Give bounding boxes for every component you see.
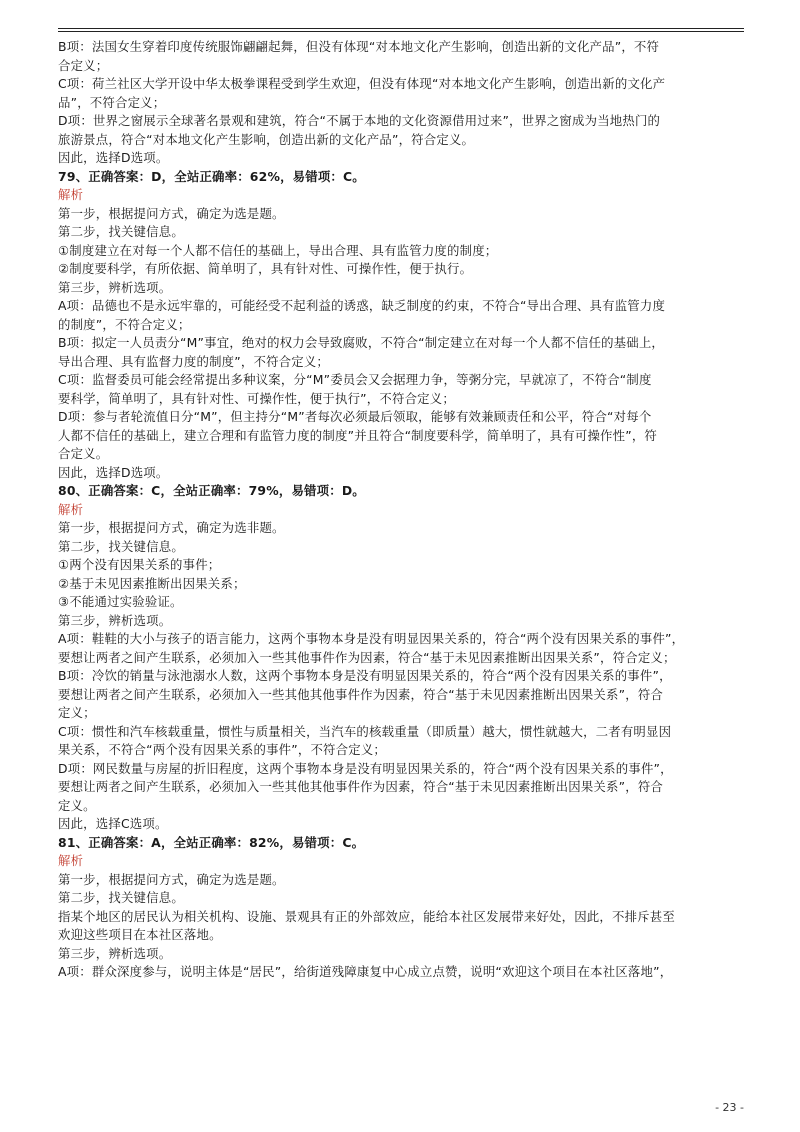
text-line: 要科学，简单明了，具有针对性、可操作性，便于执行”，不符合定义；	[58, 390, 455, 406]
text-line: 定义；	[58, 705, 96, 720]
text-line: ③不能通过实验验证。	[58, 594, 183, 609]
text-line: 第二步，找关键信息。	[58, 538, 184, 554]
text-line: 合定义；	[58, 57, 109, 73]
text-line: 第三步，辨析选项。	[58, 279, 172, 295]
text-line: 要想让两者之间产生联系，必须加入一些其他其他事件作为因素，符合“基于未见因素推断出因果关系”，符合	[58, 686, 663, 702]
text-line: 第一步，根据提问方式，确定为选非题。	[58, 520, 285, 535]
text-line: B项：冷饮的销量与泳池溺水人数，这两个事物本身是没有明显因果关系的，符合“两个没有因果关系的事件”，	[58, 668, 672, 683]
text-line: 第二步，找关键信息。	[58, 224, 184, 239]
header-rule	[58, 28, 744, 32]
text-line: A项：群众深度参与，说明主体是“居民”，给街道残障康复中心成立点赞，说明“欢迎这个项目在本社区落地”，	[58, 964, 673, 979]
text-line: C项：荷兰社区大学开设中华太极拳课程受到学生欢迎，但没有体现“对本地文化产生影响，创造出新的文化产	[58, 76, 666, 91]
text-line: 因此，选择D选项。	[58, 464, 169, 480]
text-line: 要想让两者之间产生联系，必须加入一些其他其他事件作为因素，符合“基于未见因素推断出因果关系”，符合	[58, 779, 663, 794]
analysis-label: 解析	[58, 187, 84, 202]
text-line: ②基于未见因素推断出因果关系；	[58, 575, 246, 591]
text-line: ①两个没有因果关系的事件；	[58, 557, 221, 572]
question-answer-heading: 81、正确答案：A，全站正确率：82%，易错项：C。	[58, 834, 365, 850]
text-line: 人都不信任的基础上，建立合理和有监管力度的制度”并且符合“制度要科学，简单明了，具有可操作性”，符	[58, 427, 658, 443]
text-line: 果关系，不符合“两个没有因果关系的事件”，不符合定义；	[58, 742, 387, 757]
text-line: 第一步，根据提问方式，确定为选是题。	[58, 205, 285, 221]
text-line: B项：拟定一人员责分“M”事宜，绝对的权力会导致腐败，不符合“制定建立在对每一个人都不信任的基础上，	[58, 335, 665, 350]
text-line: 品”，不符合定义；	[58, 94, 166, 110]
text-line: 的制度”，不符合定义；	[58, 316, 191, 332]
question-answer-heading: 79、正确答案：D，全站正确率：62%，易错项：C。	[58, 168, 365, 184]
analysis-label: 解析	[58, 501, 84, 517]
text-line: 指某个地区的居民认为相关机构、设施、景观具有正的外部效应，能给本社区发展带来好处，因此，不排斥甚至	[58, 908, 675, 924]
text-line: 合定义。	[58, 446, 109, 461]
text-line: 第三步，辨析选项。	[58, 612, 172, 628]
question-answer-heading: 80、正确答案：C，全站正确率：79%，易错项：D。	[58, 483, 365, 498]
text-line: C项：惯性和汽车核载重量，惯性与质量相关，当汽车的核载重量（即质量）越大，惯性就越大，二者有明显因	[58, 723, 672, 739]
text-line: 欢迎这些项目在本社区落地。	[58, 927, 222, 942]
text-line: 导出合理、具有监督力度的制度”，不符合定义；	[58, 353, 330, 369]
text-line: A项：品德也不是永远牢靠的，可能经受不起利益的诱惑，缺乏制度的约束，不符合“导出合理、具有监管力度	[58, 298, 666, 313]
text-line: D项：网民数量与房屋的折旧程度，这两个事物本身是没有明显因果关系的，符合“两个没有因果关系的事件”，	[58, 760, 673, 776]
text-line: 旅游景点，符合“对本地文化产生影响，创造出新的文化产品”，符合定义。	[58, 131, 475, 147]
text-line: C项：监督委员可能会经常提出多种议案，分“M”委员会又会据理力争，等粥分完，早就凉了，不符合“制度	[58, 372, 652, 387]
text-line: 第二步，找关键信息。	[58, 890, 184, 905]
answer-analysis-text	[58, 38, 748, 982]
text-line: 要想让两者之间产生联系，必须加入一些其他事件作为因素，符合“基于未见因素推断出因果关系”，符合定义；	[58, 649, 676, 665]
text-line: D项：参与者轮流值日分“M”，但主持分“M”者每次必须最后领取，能够有效兼顾责任和公平，符合“对每个	[58, 409, 652, 424]
text-line: A项：鞋鞋的大小与孩子的语言能力，这两个事物本身是没有明显因果关系的，符合“两个没有因果关系的事件”，	[58, 631, 685, 646]
page-number: - 23 -	[715, 1101, 744, 1114]
text-line: 第三步，辨析选项。	[58, 945, 172, 961]
text-line: ①制度建立在对每一个人都不信任的基础上，导出合理、具有监管力度的制度；	[58, 242, 498, 258]
text-line: 第一步，根据提问方式，确定为选是题。	[58, 871, 285, 887]
text-line: 因此，选择D选项。	[58, 150, 169, 165]
text-line: ②制度要科学，有所依据、简单明了，具有针对性、可操作性，便于执行。	[58, 261, 473, 276]
text-line: 因此，选择C选项。	[58, 816, 168, 831]
analysis-label: 解析	[58, 853, 84, 868]
text-line: 定义。	[58, 797, 96, 813]
text-line: B项：法国女生穿着印度传统服饰翩翩起舞，但没有体现“对本地文化产生影响，创造出新的文化产品”，不符	[58, 39, 660, 54]
text-line: D项：世界之窗展示全球著名景观和建筑，符合“不属于本地的文化资源借用过来”，世界之窗成为当地热门的	[58, 113, 661, 128]
